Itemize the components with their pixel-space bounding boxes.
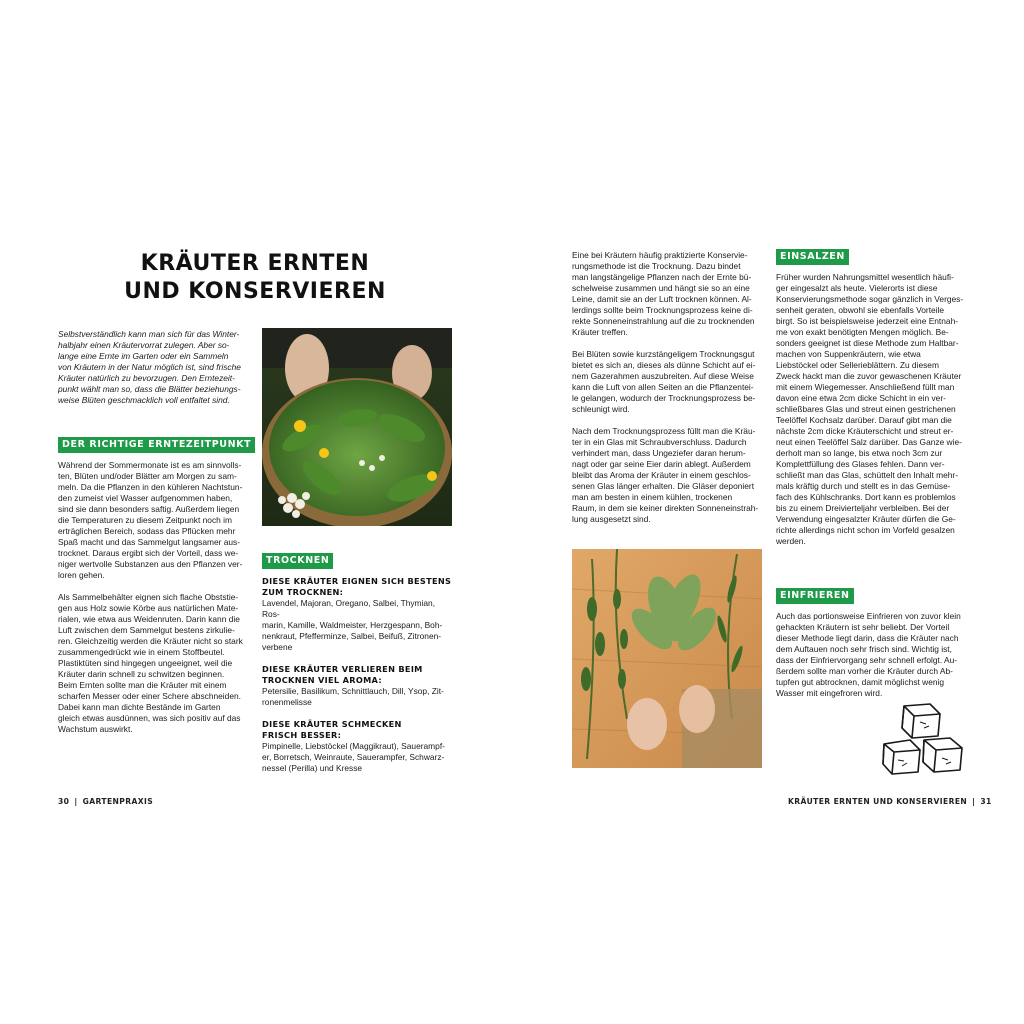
text-line: marin, Kamille, Waldmeister, Herzgespann, Boh- xyxy=(262,620,443,630)
text-line: Wachstum auswirkt. xyxy=(58,724,133,734)
text-line: meln. Da die Pflanzen in den kühleren Nachtstun- xyxy=(58,482,243,492)
text-line: derholt man so lange, bis etwa noch 3cm zur xyxy=(776,448,943,458)
text-line: Kräuter darin schnell zu schwitzen beginnen. xyxy=(58,669,225,679)
footer-left: 30 | GARTENPRAXIS xyxy=(58,797,154,806)
text-line: rialen, wie etwa aus Weidenruten. Darin kann die xyxy=(58,614,240,624)
herbs-table-photo xyxy=(572,549,762,768)
text-line: Raum, in dem sie keiner direkten Sonneneinstrah- xyxy=(572,503,759,513)
text-line: Selbstverständlich kann man sich für das Winter- xyxy=(58,329,240,339)
text-line: ren. Gleichzeitig werden die Kräuter nicht so stark xyxy=(58,636,243,646)
text-line: richte allerdings nicht schon im Vorfeld gesalzen xyxy=(776,525,955,535)
section-heading-badge: TROCKNEN xyxy=(262,553,333,569)
text-line: Spaß macht und das Sammelgut langsamer aus- xyxy=(58,537,241,547)
text-line: halbjahr einen Kräutervorrat zulegen. Aber so- xyxy=(58,340,230,350)
text-line: Während der Sommermonate ist es am sinnvolls- xyxy=(58,460,242,470)
text-line: von Kräutern in der Natur möglich ist, sind frische xyxy=(58,362,241,372)
text-line: schleunigt wird. xyxy=(572,404,630,414)
text-line: rekte Sonneneinstrahlung auf die zu trocknenden xyxy=(572,316,755,326)
herb-basket-photo xyxy=(262,328,452,526)
text-line: er, Borretsch, Weinraute, Sauerampfer, Schwarz- xyxy=(262,752,445,762)
text-line: Pimpinelle, Liebstöckel (Maggikraut), Sauerampf- xyxy=(262,741,445,751)
text-line: Als Sammelbehälter eignen sich flache Obststie- xyxy=(58,592,239,602)
erntezeitpunkt-para-2 xyxy=(58,592,248,735)
text-line: Konservierungsmethode sogar gänzlich in Verges- xyxy=(776,294,964,304)
section-heading-trocknen xyxy=(262,550,333,569)
text-line: nagt oder gar seine Eier darin ablegt. Außerdem xyxy=(572,459,751,469)
erntezeitpunkt-para-1 xyxy=(58,460,248,581)
text-line: FRISCH BESSER: xyxy=(262,730,342,740)
text-line: schließbares Glas und streut einen gestrichenen xyxy=(776,404,956,414)
text-line: Leine, damit sie an der Luft trocknen können. Al- xyxy=(572,294,752,304)
text-line: neut einen Teelöffel Salz darüber. Das Ganze wie- xyxy=(776,437,962,447)
text-line: zusammengedrückt wie in einem Stoffbeutel. xyxy=(58,647,225,657)
text-line: dieser Methode liegt darin, dass die Kräuter nach xyxy=(776,633,959,643)
text-line: Lavendel, Majoran, Oregano, Salbei, Thymian, Ros- xyxy=(262,598,436,619)
text-line: senen Glas länger erhalten. Die Gläser deponiert xyxy=(572,481,755,491)
text-line: Kräuter treffen. xyxy=(572,327,628,337)
page-number-left: 30 xyxy=(58,797,70,806)
text-line: schelweise zusammen und hängt sie so an eine xyxy=(572,283,750,293)
text-line: man langstängelige Pflanzen nach der Ernte bü- xyxy=(572,272,752,282)
text-line: rungsmethode ist die Trocknung. Dazu bindet xyxy=(572,261,741,271)
text-line: loren gehen. xyxy=(58,570,105,580)
einfrieren-text xyxy=(776,611,966,699)
title-line-1: KRÄUTER ERNTEN xyxy=(140,251,370,276)
text-line: sonders geeignet ist diese Methode zum Haltbar- xyxy=(776,338,959,348)
text-line: DIESE KRÄUTER EIGNEN SICH BESTENS xyxy=(262,576,452,586)
text-line: Eine bei Kräutern häufig praktizierte Konservie- xyxy=(572,250,748,260)
text-line: Beim Ernten sollte man die Kräuter mit einem xyxy=(58,680,227,690)
text-line: verbene xyxy=(262,642,293,652)
text-line: die Temperaturen zu diesem Zeitpunkt noch im xyxy=(58,515,232,525)
right-column-1-text xyxy=(572,250,762,525)
text-line: verhindert man, dass Ungeziefer daran herum- xyxy=(572,448,746,458)
trocknung-para-2 xyxy=(572,349,762,415)
text-line: gleich etwas ausdünnen, was sich positiv auf das xyxy=(58,713,241,723)
text-line: Nach dem Trocknungsprozess füllt man die Kräu- xyxy=(572,426,756,436)
text-line: ten, Blüten und/oder Blätter am Morgen zu sam- xyxy=(58,471,237,481)
text-line: lange eine Ernte im Garten oder ein Sammeln xyxy=(58,351,229,361)
text-line: lerdings sollte beim Trocknungsprozess keine di- xyxy=(572,305,753,315)
text-line: nem Gazerahmen auszubreiten. Auf diese Weise xyxy=(572,371,754,381)
text-line: Auch das portionsweise Einfrieren von zuvor klein xyxy=(776,611,961,621)
page-number-right: 31 xyxy=(980,797,992,806)
text-line: bietet es sich an, dieses als dünne Schicht auf ei- xyxy=(572,360,756,370)
text-line: niger wertvolle Substanzen aus den Pflanzen ver- xyxy=(58,559,243,569)
text-line: den zumeist viel Wasser aufgenommen haben, xyxy=(58,493,233,503)
section-heading-einfrieren xyxy=(776,585,854,604)
text-line: Verwendung eingesalzter Kräuter dürfen die Ge- xyxy=(776,514,956,524)
text-line: ZUM TROCKNEN: xyxy=(262,587,344,597)
text-line: mit einem Wiegemesser. Anschließend füllt man xyxy=(776,382,955,392)
list-lose-aroma xyxy=(262,686,454,708)
section-heading-erntezeitpunkt xyxy=(58,434,255,453)
text-line: dem Auftauen noch sehr frisch sind. Wichtig ist, xyxy=(776,644,952,654)
text-line: schließt man das Glas, schüttelt den Inhalt mehr- xyxy=(776,470,959,480)
text-line: Liebstöckel oder Sellerieblättern. Zu diesem xyxy=(776,360,939,370)
text-line: ter in ein Glas mit Schraubverschluss. Dadurch xyxy=(572,437,747,447)
ice-cubes-icon xyxy=(880,700,966,778)
list-fresh-better xyxy=(262,741,454,774)
trocknung-para-1 xyxy=(572,250,762,338)
text-line: Kräuter natürlich zu bevorzugen. Den Erntezeit- xyxy=(58,373,235,383)
text-line: man am besten in einem kühlen, trockenen xyxy=(572,492,733,502)
text-line: trocknet. Daraus ergibt sich der Vorteil, dass we- xyxy=(58,548,239,558)
section-heading-einsalzen xyxy=(776,246,849,265)
text-line: ger eingesalzt als heute. Vielerorts ist diese xyxy=(776,283,938,293)
text-line: Komplettfüllung des Glases fehlen. Dann ver- xyxy=(776,459,945,469)
footer-label-right: KRÄUTER ERNTEN UND KONSERVIEREN xyxy=(788,797,968,806)
footer-label-left: GARTENPRAXIS xyxy=(82,797,154,806)
text-line: ßerdem sollte man vorher die Kräuter durch Ab- xyxy=(776,666,953,676)
section-heading-badge: EINFRIEREN xyxy=(776,588,854,604)
text-line: davon eine etwa 2cm dicke Schicht in ein ver- xyxy=(776,393,946,403)
text-line: birgt. So ist beispielsweise jederzeit eine Entnah- xyxy=(776,316,959,326)
intro-paragraph xyxy=(58,329,248,406)
text-line: TROCKNEN VIEL AROMA: xyxy=(262,675,382,685)
text-line: fach des Kühlschranks. Dort kann es problemlos xyxy=(776,492,956,502)
text-line: Petersilie, Basilikum, Schnittlauch, Dill, Ysop, Zit- xyxy=(262,686,444,696)
text-line: sind sie dann besonders saftig. Außerdem liegen xyxy=(58,504,240,514)
einsalzen-text xyxy=(776,272,966,547)
text-line: Bei Blüten sowie kurzstängeligem Trocknungsgut xyxy=(572,349,755,359)
text-line: Zweck hackt man die zuvor gewaschenen Kräuter xyxy=(776,371,962,381)
erntezeitpunkt-text xyxy=(58,460,248,735)
subheading-best-drying xyxy=(262,576,454,598)
text-line: tupfen gut abtrocknen, damit möglichst wenig xyxy=(776,677,945,687)
text-line: machen von Suppenkräutern, wie etwa xyxy=(776,349,921,359)
text-line: DIESE KRÄUTER VERLIEREN BEIM xyxy=(262,664,423,674)
text-line: scharfen Messer oder einer Schere abschneiden. xyxy=(58,691,241,701)
text-line: Luft zwischen dem Sammelgut bestens zirkulie- xyxy=(58,625,235,635)
text-line: nenkraut, Pfefferminze, Salbei, Beifuß, Zitronen- xyxy=(262,631,442,641)
text-line: erträglichen Bereich, sodass das Pflücken mehr xyxy=(58,526,236,536)
text-line: lung ausgesetzt sind. xyxy=(572,514,651,524)
subheading-lose-aroma xyxy=(262,664,454,686)
trocknung-para-3 xyxy=(572,426,762,525)
text-line: weise Blüten geschmacklich voll entfaltet sind. xyxy=(58,395,230,405)
trocknen-lists xyxy=(262,576,454,774)
text-line: Plastiktüten sind hingegen ungeeignet, weil die xyxy=(58,658,233,668)
text-line: senheit geraten, obwohl sie ebenfalls Vorteile xyxy=(776,305,945,315)
list-best-drying xyxy=(262,598,454,653)
text-line: kann die Luft von allen Seiten an die Pflanzentei- xyxy=(572,382,754,392)
text-line: gen aus Holz sowie Körbe aus natürlichen Mate- xyxy=(58,603,239,613)
text-line: Früher wurden Nahrungsmittel wesentlich häufi- xyxy=(776,272,954,282)
text-line: ronenmelisse xyxy=(262,697,312,707)
text-line: le gelangen, wodurch der Trocknungsprozess be- xyxy=(572,393,756,403)
text-line: me von exakt benötigten Mengen möglich. Be- xyxy=(776,327,949,337)
page-title xyxy=(100,250,410,306)
text-line: gehackten Kräutern ist sehr beliebt. Der Vorteil xyxy=(776,622,950,632)
text-line: nessel (Perilla) und Kresse xyxy=(262,763,363,773)
subheading-fresh-better xyxy=(262,719,454,741)
text-line: punkt wählt man so, dass die Blätter beziehungs- xyxy=(58,384,241,394)
text-line: DIESE KRÄUTER SCHMECKEN xyxy=(262,719,402,729)
text-line: bleibt das Aroma der Kräuter in einem geschlos- xyxy=(572,470,751,480)
text-line: Dabei kann man dichte Bestände im Garten xyxy=(58,702,221,712)
text-line: Teelöffel Kochsalz darüber. Darauf gibt man die xyxy=(776,415,952,425)
text-line: Wasser mit eingefroren wird. xyxy=(776,688,883,698)
text-line: werden. xyxy=(776,536,806,546)
text-line: bis zu einem Dreivierteljahr verbleiben. Bei der xyxy=(776,503,950,513)
section-heading-badge: DER RICHTIGE ERNTEZEITPUNKT xyxy=(58,437,255,453)
text-line: mals kräftig durch und stellt es in das Gemüse- xyxy=(776,481,951,491)
title-line-2: UND KONSERVIEREN xyxy=(124,279,386,304)
section-heading-badge: EINSALZEN xyxy=(776,249,849,265)
text-line: dass der Einfriervorgang sehr schnell erfolgt. Au- xyxy=(776,655,958,665)
footer-right: KRÄUTER ERNTEN UND KONSERVIEREN | 31 xyxy=(788,797,992,806)
text-line: nächste 2cm dicke Kräuterschicht und streut er- xyxy=(776,426,954,436)
